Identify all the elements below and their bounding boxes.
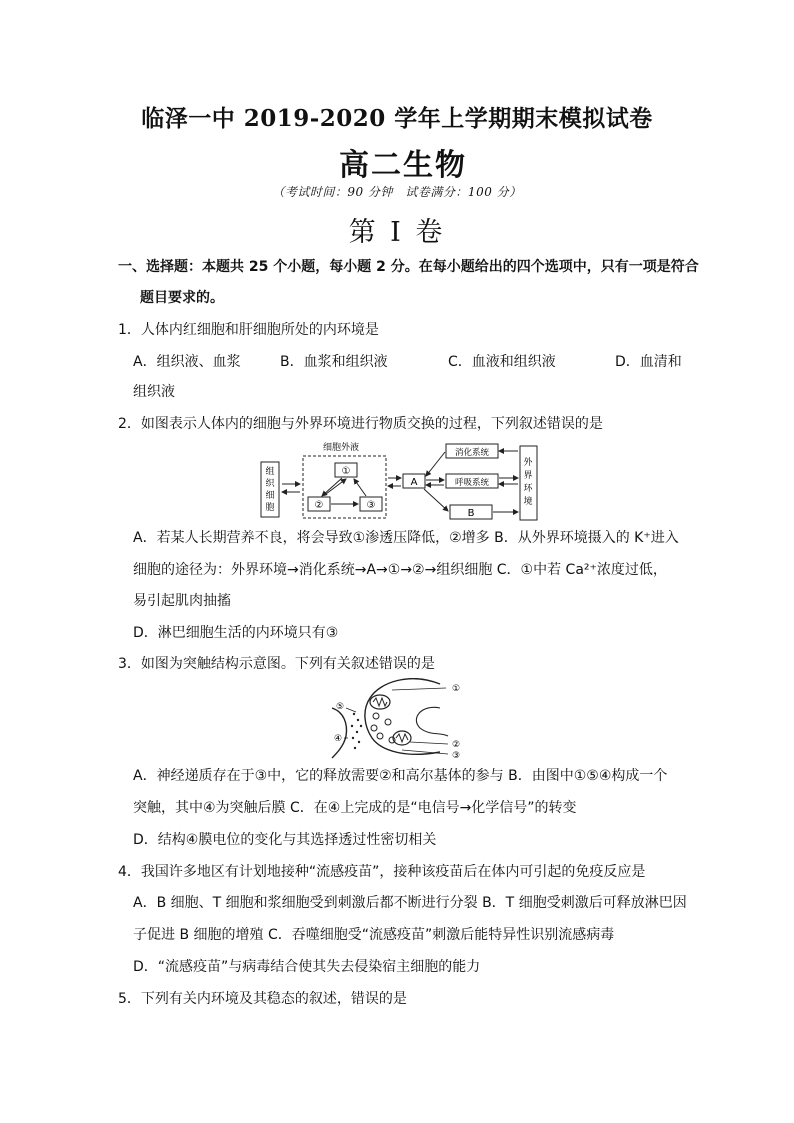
node-3-label: ③: [366, 500, 376, 511]
exam-info: （考试时间：90 分钟 试卷满分：100 分）: [272, 185, 522, 199]
extracellular-fluid-label: 细胞外液: [322, 443, 360, 453]
question-1-options: [133, 352, 693, 372]
question-3-option-d: D．结构④膜电位的变化与其选择透过性密切相关: [133, 832, 437, 848]
axon-membrane: [416, 707, 448, 736]
question-2-stem: 2．如图表示人体内的细胞与外界环境进行物质交换的过程，下列叙述错误的是: [118, 416, 603, 432]
label-2: ②: [451, 740, 461, 750]
postsynaptic-membrane: [332, 708, 346, 758]
question-2-option-line: A．若某人长期营养不良，将会导致①渗透压降低，②增多 B．从外界环境摄入的 K⁺进入: [133, 530, 679, 546]
neurotransmitter-dots: [351, 713, 362, 749]
option-a[interactable]: A．组织液、血浆: [133, 354, 241, 370]
external-environment-label: 界: [523, 471, 533, 481]
mitochondrion-cristae: [396, 734, 408, 742]
label-4: ④: [333, 734, 343, 744]
question-3-option-line: A．神经递质存在于③中，它的释放需要②和高尔基体的参与 B．由图中①⑤④构成一个: [133, 768, 668, 784]
external-environment-label: 环: [523, 484, 533, 494]
option-d[interactable]: D．血清和: [615, 354, 682, 370]
tissue-cell-label: 织: [265, 479, 275, 489]
exam-title: 临泽一中 2019-2020 学年上学期期末模拟试卷: [141, 105, 653, 132]
node-a-label: A: [410, 477, 418, 488]
question-3-stem: 3．如图为突触结构示意图。下列有关叙述错误的是: [118, 656, 435, 672]
label-1: ①: [451, 684, 461, 694]
external-environment-label: 境: [523, 497, 533, 507]
synapse-diagram: [330, 678, 464, 760]
tissue-cell-label: 组: [265, 467, 275, 477]
question-2-option-d: D．淋巴细胞生活的内环境只有③: [133, 625, 339, 641]
option-c[interactable]: C．血液和组织液: [448, 354, 556, 370]
node-2-label: ②: [314, 500, 324, 511]
mitochondrion-cristae: [373, 698, 387, 706]
exchange-diagram: [258, 438, 540, 522]
digestive-system-label: 消化系统: [454, 448, 490, 458]
question-2-option-line: 易引起肌肉抽搐: [133, 593, 231, 609]
label-3: ③: [451, 751, 461, 760]
node-1-label: ①: [341, 466, 351, 477]
question-4-option-line: A．B 细胞、T 细胞和浆细胞受到刺激后都不断进行分裂 B．T 细胞受刺激后可释放淋巴因: [133, 895, 687, 911]
question-3-option-line: 突触，其中④为突触后膜 C．在④上完成的是“电信号→化学信号”的转变: [133, 800, 577, 816]
question-4-stem: 4．我国许多地区有计划地接种“流感疫苗”，接种该疫苗后在体内可引起的免疫反应是: [118, 864, 646, 880]
respiratory-system-label: 呼吸系统: [454, 478, 490, 488]
option-b[interactable]: B．血浆和组织液: [280, 354, 388, 370]
section-instructions-cont: 题目要求的。: [140, 290, 224, 306]
external-environment-label: 外: [523, 458, 533, 468]
question-4-option-d: D．“流感疫苗”与病毒结合使其失去侵染宿主细胞的能力: [133, 959, 481, 975]
tissue-cell-label: 胞: [265, 503, 275, 513]
volume-title: 第 I 卷: [348, 217, 446, 248]
question-1-stem: 1．人体内红细胞和肝细胞所处的内环境是: [118, 322, 379, 338]
question-1-option-d-cont: 组织液: [133, 384, 175, 400]
label-5: ⑤: [335, 702, 345, 712]
synaptic-vesicles: [371, 713, 395, 743]
tissue-cell-label: 细: [265, 491, 275, 501]
subject-title: 高二生物: [339, 148, 467, 183]
question-2-option-line: 细胞的途径为：外界环境→消化系统→A→①→②→组织细胞 C．①中若 Ca²⁺浓度过低，: [133, 562, 667, 578]
question-5-stem: 5．下列有关内环境及其稳态的叙述，错误的是: [118, 991, 407, 1007]
section-instructions: 一、选择题：本题共 25 个小题，每小题 2 分。在每小题给出的四个选项中，只有一项是符合: [118, 259, 699, 275]
question-4-option-line: 子促进 B 细胞的增殖 C．吞噬细胞受“流感疫苗”刺激后能特异性识别流感病毒: [133, 927, 615, 943]
node-b-label: B: [467, 508, 475, 519]
